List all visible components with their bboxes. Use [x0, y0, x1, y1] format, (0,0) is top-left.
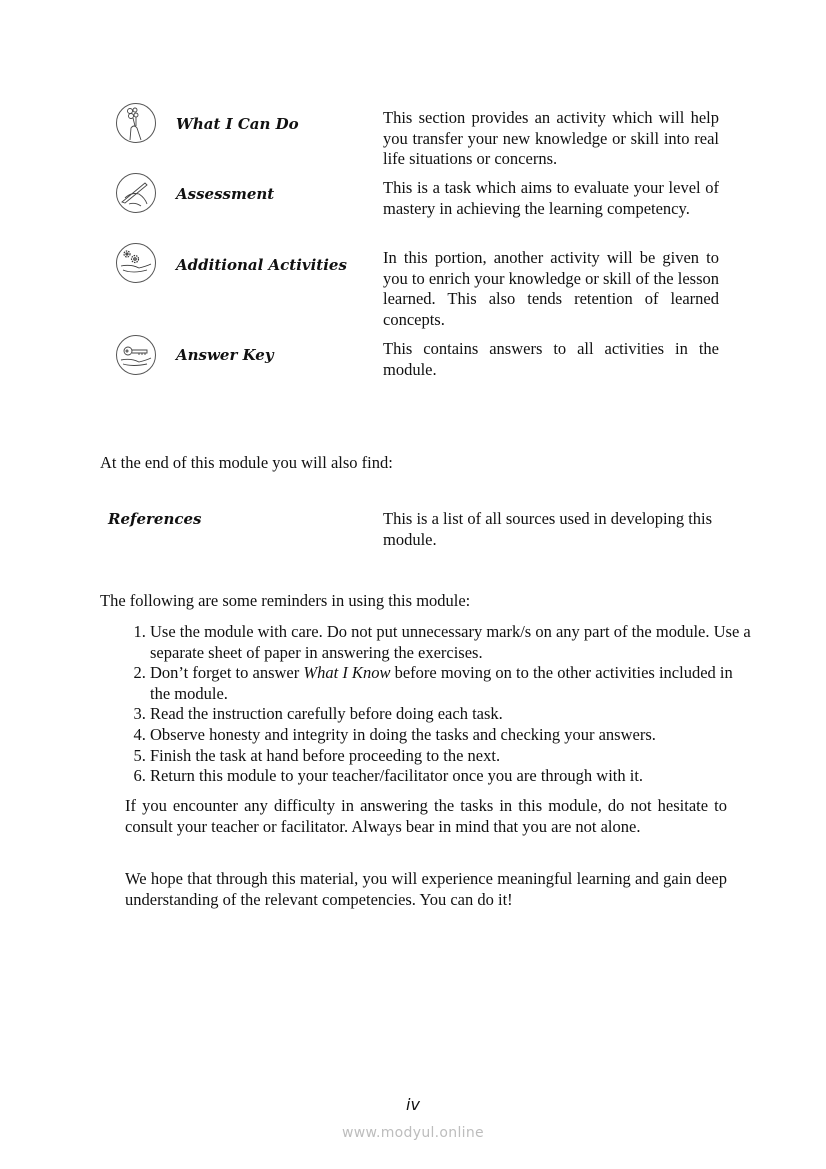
reminder-item: 5. Finish the task at hand before proceeding to the next. — [150, 746, 755, 767]
page-number: iv — [406, 1095, 420, 1114]
section-description: This section provides an activity which will help you transfer your new knowledge or skill into real life situations or concerns. — [383, 108, 719, 169]
hand-writing-pen-icon — [116, 173, 156, 213]
hand-gears-icon — [116, 243, 156, 283]
reminder-item: 4. Observe honesty and integrity in doing the tasks and checking your answers. — [150, 725, 755, 746]
section-label: Answer Key — [176, 346, 274, 364]
section-description: In this portion, another activity will be given to you to enrich your knowledge or skill of the lesson learned. This also tends retention of learned concepts. — [383, 248, 719, 329]
section-label: What I Can Do — [176, 115, 299, 133]
hand-holding-flowers-icon — [116, 103, 156, 143]
section-description: This is a task which aims to evaluate your level of mastery in achieving the learning competency. — [383, 178, 719, 218]
end-of-module-intro: At the end of this module you will also find: — [100, 453, 393, 472]
closing-paragraph-hope: We hope that through this material, you will experience meaningful learning and gain deep understanding of the relevant competencies. You can do it! — [125, 869, 727, 909]
hand-key-icon — [116, 335, 156, 375]
reminders-intro: The following are some reminders in using this module: — [100, 591, 471, 610]
emphasis-what-i-know: What I Know — [303, 663, 391, 683]
section-label: Assessment — [176, 185, 275, 203]
references-label: References — [108, 510, 202, 528]
section-label: Additional Activities — [176, 256, 347, 274]
reminder-item: 1. Use the module with care. Do not put unnecessary mark/s on any part of the module. Use a separate sheet of paper in answering the exercises. — [150, 622, 755, 663]
reminder-item: 3. Read the instruction carefully before doing each task. — [150, 704, 755, 725]
reminder-item: 6. Return this module to your teacher/facilitator once you are through with it. — [150, 766, 755, 787]
closing-paragraph-difficulty: If you encounter any difficulty in answering the tasks in this module, do not hesitate to consult your teacher or facilitator. Always bear in mind that you are not alone. — [125, 796, 727, 836]
reminder-item: 2. Don’t forget to answer What I Know before moving on to the other activities included in the module. — [150, 663, 755, 704]
references-description: This is a list of all sources used in developing this module. — [383, 509, 713, 549]
watermark: www.modyul.online — [342, 1125, 484, 1141]
section-description: This contains answers to all activities in the module. — [383, 339, 719, 379]
reminders-list — [125, 622, 755, 787]
